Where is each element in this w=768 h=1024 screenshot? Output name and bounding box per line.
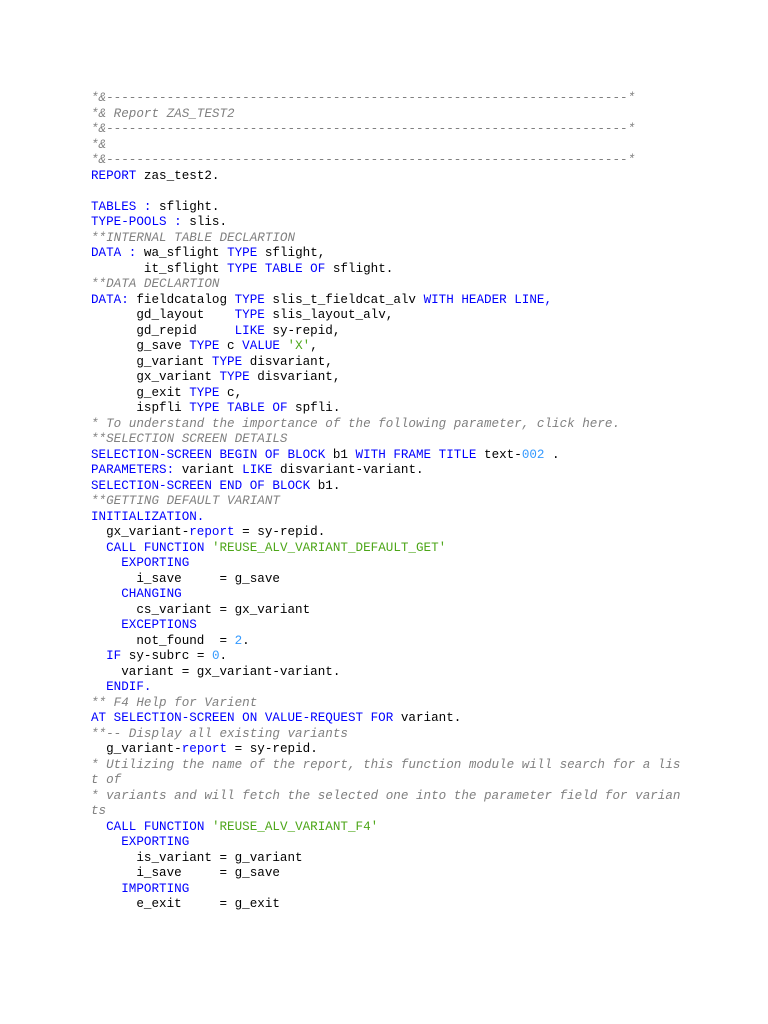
code-token: TYPE-POOLS : [91, 215, 182, 229]
code-line [91, 835, 680, 851]
code-line [91, 463, 680, 479]
code-token: gx_variant- [91, 525, 190, 539]
code-token: 'REUSE_ALV_VARIANT_DEFAULT_GET' [211, 540, 447, 555]
code-token: 0 [211, 649, 220, 663]
code-token: TYPE TABLE OF [227, 261, 326, 276]
code-line [91, 556, 680, 572]
code-token: *&---------------------------------------------------------------------* [91, 153, 636, 167]
code-line [91, 169, 680, 185]
code-token: slis_layout_alv, [264, 308, 394, 322]
code-line [91, 587, 680, 603]
code-token: slis. [181, 215, 228, 229]
code-token: CHANGING [121, 587, 182, 601]
code-token: sflight, [257, 246, 326, 260]
code-token: LIKE [242, 463, 273, 477]
code-token: i_save = g_save [91, 571, 280, 586]
code-token: i_save = g_save [91, 866, 280, 880]
code-line [91, 138, 680, 154]
code-token [91, 587, 121, 601]
code-line [91, 355, 680, 371]
code-token: *& Report ZAS_TEST2 [91, 106, 235, 121]
code-line [91, 680, 680, 696]
code-line [91, 866, 680, 882]
code-token [91, 649, 106, 663]
code-token: gd_layout [91, 308, 235, 322]
code-token: WITH FRAME TITLE [355, 447, 477, 462]
code-line [91, 541, 680, 557]
code-token: t of [91, 773, 122, 787]
code-token [91, 835, 121, 849]
code-token: ** F4 Help for Varient [91, 695, 258, 710]
code-token: EXPORTING [121, 556, 190, 570]
code-token: * variants and will fetch the selected one into the parameter field for varian [91, 788, 681, 803]
code-token: EXPORTING [121, 835, 190, 849]
code-token: VALUE [242, 339, 280, 353]
code-line [91, 634, 680, 650]
code-token: c [219, 339, 243, 353]
code-token: report [181, 742, 228, 756]
code-line [91, 696, 680, 712]
code-line [91, 107, 680, 123]
code-token: is_variant = g_variant [91, 850, 303, 865]
code-token: TYPE [219, 370, 250, 384]
code-token: CALL FUNCTION [106, 819, 205, 834]
code-token: REPORT [91, 168, 137, 183]
code-token: 'REUSE_ALV_VARIANT_F4' [211, 819, 379, 834]
code-token: DATA : [91, 246, 137, 260]
code-token: c, [219, 385, 243, 400]
code-line [91, 246, 680, 262]
code-token: . [544, 447, 560, 462]
code-token: TYPE [227, 246, 258, 260]
code-line [91, 432, 680, 448]
code-token: g_variant- [91, 742, 182, 756]
code-token: LIKE [234, 323, 265, 338]
code-token: CALL FUNCTION [106, 540, 205, 555]
code-line [91, 510, 680, 526]
code-line [91, 91, 680, 107]
code-token: report [189, 525, 235, 539]
code-line [91, 727, 680, 743]
code-token: sflight. [151, 199, 220, 214]
code-token: fieldcatalog [128, 292, 235, 307]
code-token: SELECTION-SCREEN END OF BLOCK [91, 478, 311, 493]
code-line [91, 370, 680, 386]
code-line [91, 742, 680, 758]
code-token: 'X' [287, 339, 311, 353]
code-line [91, 618, 680, 634]
code-line [91, 649, 680, 665]
code-token: ENDIF. [106, 680, 152, 694]
code-token: **GETTING DEFAULT VARIANT [91, 494, 280, 508]
code-token: disvariant, [249, 370, 341, 384]
code-token: not_found = [91, 633, 235, 648]
code-line [91, 184, 680, 200]
code-token: TYPE [234, 308, 265, 322]
code-token: **SELECTION SCREEN DETAILS [91, 432, 288, 446]
code-token: cs_variant = gx_variant [91, 602, 311, 617]
code-token: 002 [521, 447, 545, 462]
code-line [91, 494, 680, 510]
code-token [91, 556, 121, 570]
code-listing [91, 91, 680, 913]
code-line [91, 804, 680, 820]
code-line [91, 758, 680, 774]
code-line [91, 448, 680, 464]
code-token: SELECTION-SCREEN BEGIN OF BLOCK [91, 447, 326, 462]
code-token [91, 820, 106, 834]
code-token: disvariant, [242, 354, 333, 369]
code-token: sy-subrc = [121, 649, 212, 663]
code-line [91, 572, 680, 588]
code-token: variant [174, 463, 243, 477]
code-token: AT SELECTION-SCREEN ON VALUE-REQUEST FOR [91, 711, 394, 725]
code-line [91, 386, 680, 402]
code-token: g_variant [91, 354, 212, 369]
code-token: **DATA DECLARTION [91, 277, 220, 291]
code-token: IMPORTING [121, 881, 190, 896]
code-token [280, 339, 288, 353]
code-token: = sy-repid. [234, 525, 326, 539]
code-token: PARAMETERS: [91, 463, 175, 477]
code-token [91, 618, 121, 632]
code-token: e_exit = g_exit [91, 897, 280, 911]
code-token: IF [106, 649, 122, 663]
code-token: spfli. [287, 401, 341, 415]
code-token: **INTERNAL TABLE DECLARTION [91, 230, 296, 245]
code-line [91, 417, 680, 433]
code-token: **-- Display all existing variants [91, 726, 348, 741]
code-line [91, 479, 680, 495]
code-token: it_sflight [91, 261, 228, 276]
code-line [91, 603, 680, 619]
code-token: gd_repid [91, 323, 235, 338]
code-token: * Utilizing the name of the report, this function module will search for a lis [91, 757, 681, 772]
code-line [91, 711, 680, 727]
code-line [91, 882, 680, 898]
code-line [91, 401, 680, 417]
code-line [91, 200, 680, 216]
code-token: , [310, 339, 318, 353]
code-line [91, 339, 680, 355]
code-line [91, 897, 680, 913]
code-line [91, 308, 680, 324]
code-token: zas_test2. [136, 168, 220, 183]
code-token: variant. [393, 711, 462, 725]
code-token: . [219, 649, 228, 663]
code-line [91, 277, 680, 293]
code-token: b1 [325, 447, 356, 462]
code-line [91, 153, 680, 169]
code-line [91, 773, 680, 789]
code-token: *&---------------------------------------------------------------------* [91, 122, 636, 136]
code-token: b1. [310, 478, 341, 493]
code-token: wa_sflight [136, 246, 228, 260]
code-token: sflight. [325, 261, 394, 276]
code-token: slis_t_fieldcat_alv [264, 292, 424, 307]
code-token: TYPE [189, 339, 220, 353]
code-line [91, 665, 680, 681]
code-token: EXCEPTIONS [121, 618, 197, 632]
code-token: TYPE TABLE OF [189, 401, 288, 415]
code-token: DATA: [91, 292, 129, 307]
code-token: sy-repid, [264, 323, 341, 338]
code-line [91, 231, 680, 247]
code-token: . [242, 633, 250, 648]
code-token [204, 820, 212, 834]
code-line [91, 215, 680, 231]
code-token: TYPE [189, 385, 220, 400]
code-token: * To understand the importance of the following parameter, click here. [91, 416, 621, 431]
code-token: WITH HEADER LINE, [423, 292, 553, 307]
code-line [91, 525, 680, 541]
code-token [91, 541, 106, 555]
code-line [91, 789, 680, 805]
code-token [91, 680, 106, 694]
code-token: disvariant-variant. [272, 463, 424, 477]
code-line [91, 262, 680, 278]
code-token: ts [91, 804, 107, 818]
code-token: TYPE [234, 292, 265, 307]
code-line [91, 122, 680, 138]
code-token [91, 882, 121, 896]
code-token: 2 [234, 633, 243, 648]
code-token: g_save [91, 339, 190, 353]
code-token: ispfli [91, 401, 190, 415]
code-line [91, 324, 680, 340]
code-token: *& [91, 137, 107, 152]
code-line [91, 851, 680, 867]
code-token: gx_variant [91, 370, 220, 384]
code-line [91, 293, 680, 309]
code-line [91, 820, 680, 836]
code-token: TYPE [211, 354, 243, 369]
code-token: g_exit [91, 385, 190, 400]
code-token: = sy-repid. [227, 742, 318, 756]
code-token [204, 541, 212, 555]
code-token: text- [476, 447, 522, 462]
code-token: TABLES : [91, 199, 152, 214]
code-token: INITIALIZATION. [91, 509, 205, 524]
code-token: *&---------------------------------------------------------------------* [91, 91, 636, 105]
code-token: variant = gx_variant-variant. [91, 664, 341, 679]
